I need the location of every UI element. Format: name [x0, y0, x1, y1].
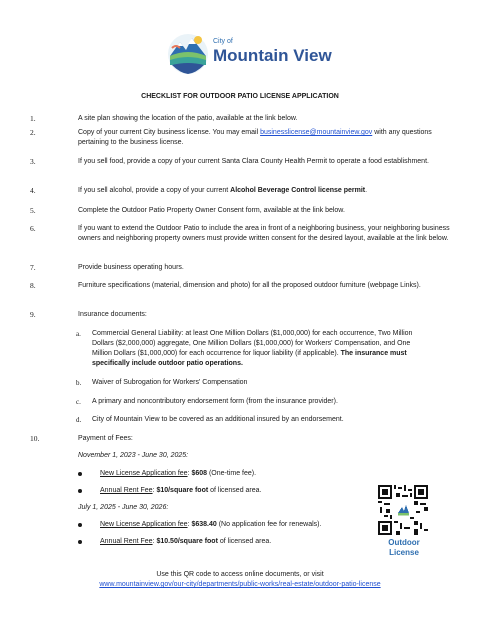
- fee-value: $10/square foot: [156, 487, 209, 494]
- item-text-part: with any questions pertaining to the business license.: [78, 129, 432, 146]
- fee-sep: :: [152, 538, 157, 545]
- sub-letter: d.: [76, 416, 82, 424]
- business-license-email-link[interactable]: businesslicense@mountainview.gov: [260, 129, 373, 136]
- item-number: 10.: [30, 434, 40, 443]
- item-number: 4.: [30, 186, 36, 195]
- item-text: If you sell food, provide a copy of your current Santa Clara County Health Permit to operate a food establishment.: [78, 158, 429, 165]
- fee-period-2: July 1, 2025 - June 30, 2026:: [78, 504, 169, 511]
- fee-label: New License Application fee: [100, 521, 188, 528]
- item-text: Furniture specifications (material, dimension and photo) for all the proposed outdoor furniture (webpage Links).: [78, 282, 421, 289]
- footer-text: Use this QR code to access online documents, or visit: [156, 571, 324, 578]
- item-text-part: Copy of your current City business license. You may email: [78, 129, 261, 136]
- bullet-dot: [78, 489, 82, 493]
- qr-label: [376, 538, 432, 558]
- item-text: [78, 186, 458, 196]
- item-number: 2.: [30, 128, 36, 137]
- fee-value: $638.40: [191, 521, 217, 528]
- sub-letter: c.: [76, 398, 81, 406]
- sub-letter: a.: [76, 330, 81, 338]
- sub-text: A primary and noncontributory endorsement form (from the insurance provider).: [92, 398, 338, 405]
- outdoor-patio-license-link[interactable]: www.mountainview.gov/our-city/departments/public-works/real-estate/outdoor-patio-license: [99, 581, 381, 588]
- item-text-part: .: [365, 187, 368, 194]
- fee-note: (One-time fee).: [207, 470, 257, 477]
- fee-sep: :: [152, 487, 157, 494]
- qr-label-line-2: License: [389, 548, 419, 557]
- bullet-dot: [78, 540, 82, 544]
- sub-text: City of Mountain View to be covered as an additional insured by an endorsement.: [92, 416, 344, 423]
- item-number: 1.: [30, 114, 36, 123]
- sub-text-bold: The insurance must specifically include outdoor patio operations.: [92, 350, 407, 367]
- fee-sep: :: [187, 470, 192, 477]
- sub-letter: b.: [76, 379, 82, 387]
- logo-city-of: City of: [213, 38, 233, 45]
- item-text: [78, 128, 458, 148]
- fee-label: Annual Rent Fee: [100, 538, 153, 545]
- fee-value: $608: [191, 470, 208, 477]
- sub-text: Waiver of Subrogation for Workers' Compensation: [92, 379, 248, 386]
- footer-link-wrap: [0, 581, 480, 588]
- item-text: Provide business operating hours.: [78, 264, 184, 271]
- fee-sep: :: [187, 521, 192, 528]
- insurance-item-b: [76, 378, 432, 388]
- fee-period-1: November 1, 2023 - June 30, 2025:: [78, 452, 189, 459]
- bullet-dot: [78, 472, 82, 476]
- page-title: CHECKLIST FOR OUTDOOR PATIO LICENSE APPLICATION: [141, 93, 339, 100]
- item-text: Complete the Outdoor Patio Property Owner Consent form, available at the link below.: [78, 207, 345, 214]
- insurance-item-c: [76, 397, 432, 407]
- item-number: 8.: [30, 281, 36, 290]
- item-number: 6.: [30, 224, 36, 233]
- qr-label-line-1: Outdoor: [388, 538, 420, 547]
- fee-note: of licensed area.: [208, 487, 262, 494]
- logo-city-name: Mountain View: [213, 46, 332, 65]
- item-number: 5.: [30, 206, 36, 215]
- fee-value: $10.50/square foot: [156, 538, 218, 545]
- item-number: 3.: [30, 157, 36, 166]
- item-number: 7.: [30, 263, 36, 272]
- bullet-dot: [78, 523, 82, 527]
- insurance-item-a: [76, 329, 432, 369]
- item-text: Insurance documents:: [78, 311, 147, 318]
- qr-code-icon[interactable]: [378, 485, 428, 535]
- fee-label: Annual Rent Fee: [100, 487, 153, 494]
- insurance-item-d: [76, 415, 432, 425]
- item-text-bold: Alcohol Beverage Control license permit: [230, 187, 366, 194]
- sub-text: Commercial General Liability: at least One Million Dollars ($1,000,000) for each occurrence, Two Million Dollars ($2,000,000) aggregate, One Million Dollars ($1,000,000) for Workers' Compensation, and One Million Dollars ($1,000,000) for each occurrence for liquor liability (if applicable).: [92, 330, 413, 357]
- fee-note: of licensed area.: [217, 538, 272, 545]
- item-text: A site plan showing the location of the patio, available at the link below.: [78, 115, 298, 122]
- fee-note: (No application fee for renewals).: [216, 521, 322, 528]
- item-number: 9.: [30, 310, 36, 319]
- item-text: Payment of Fees:: [78, 435, 133, 442]
- item-text: If you want to extend the Outdoor Patio to include the area in front of a neighboring business, your neighboring business owners and neighboring property owners must provide written consent for the desired layout, available at the link below.: [78, 225, 450, 242]
- fee-label: New License Application fee: [100, 470, 188, 477]
- item-text-part: If you sell alcohol, provide a copy of your current: [78, 187, 231, 194]
